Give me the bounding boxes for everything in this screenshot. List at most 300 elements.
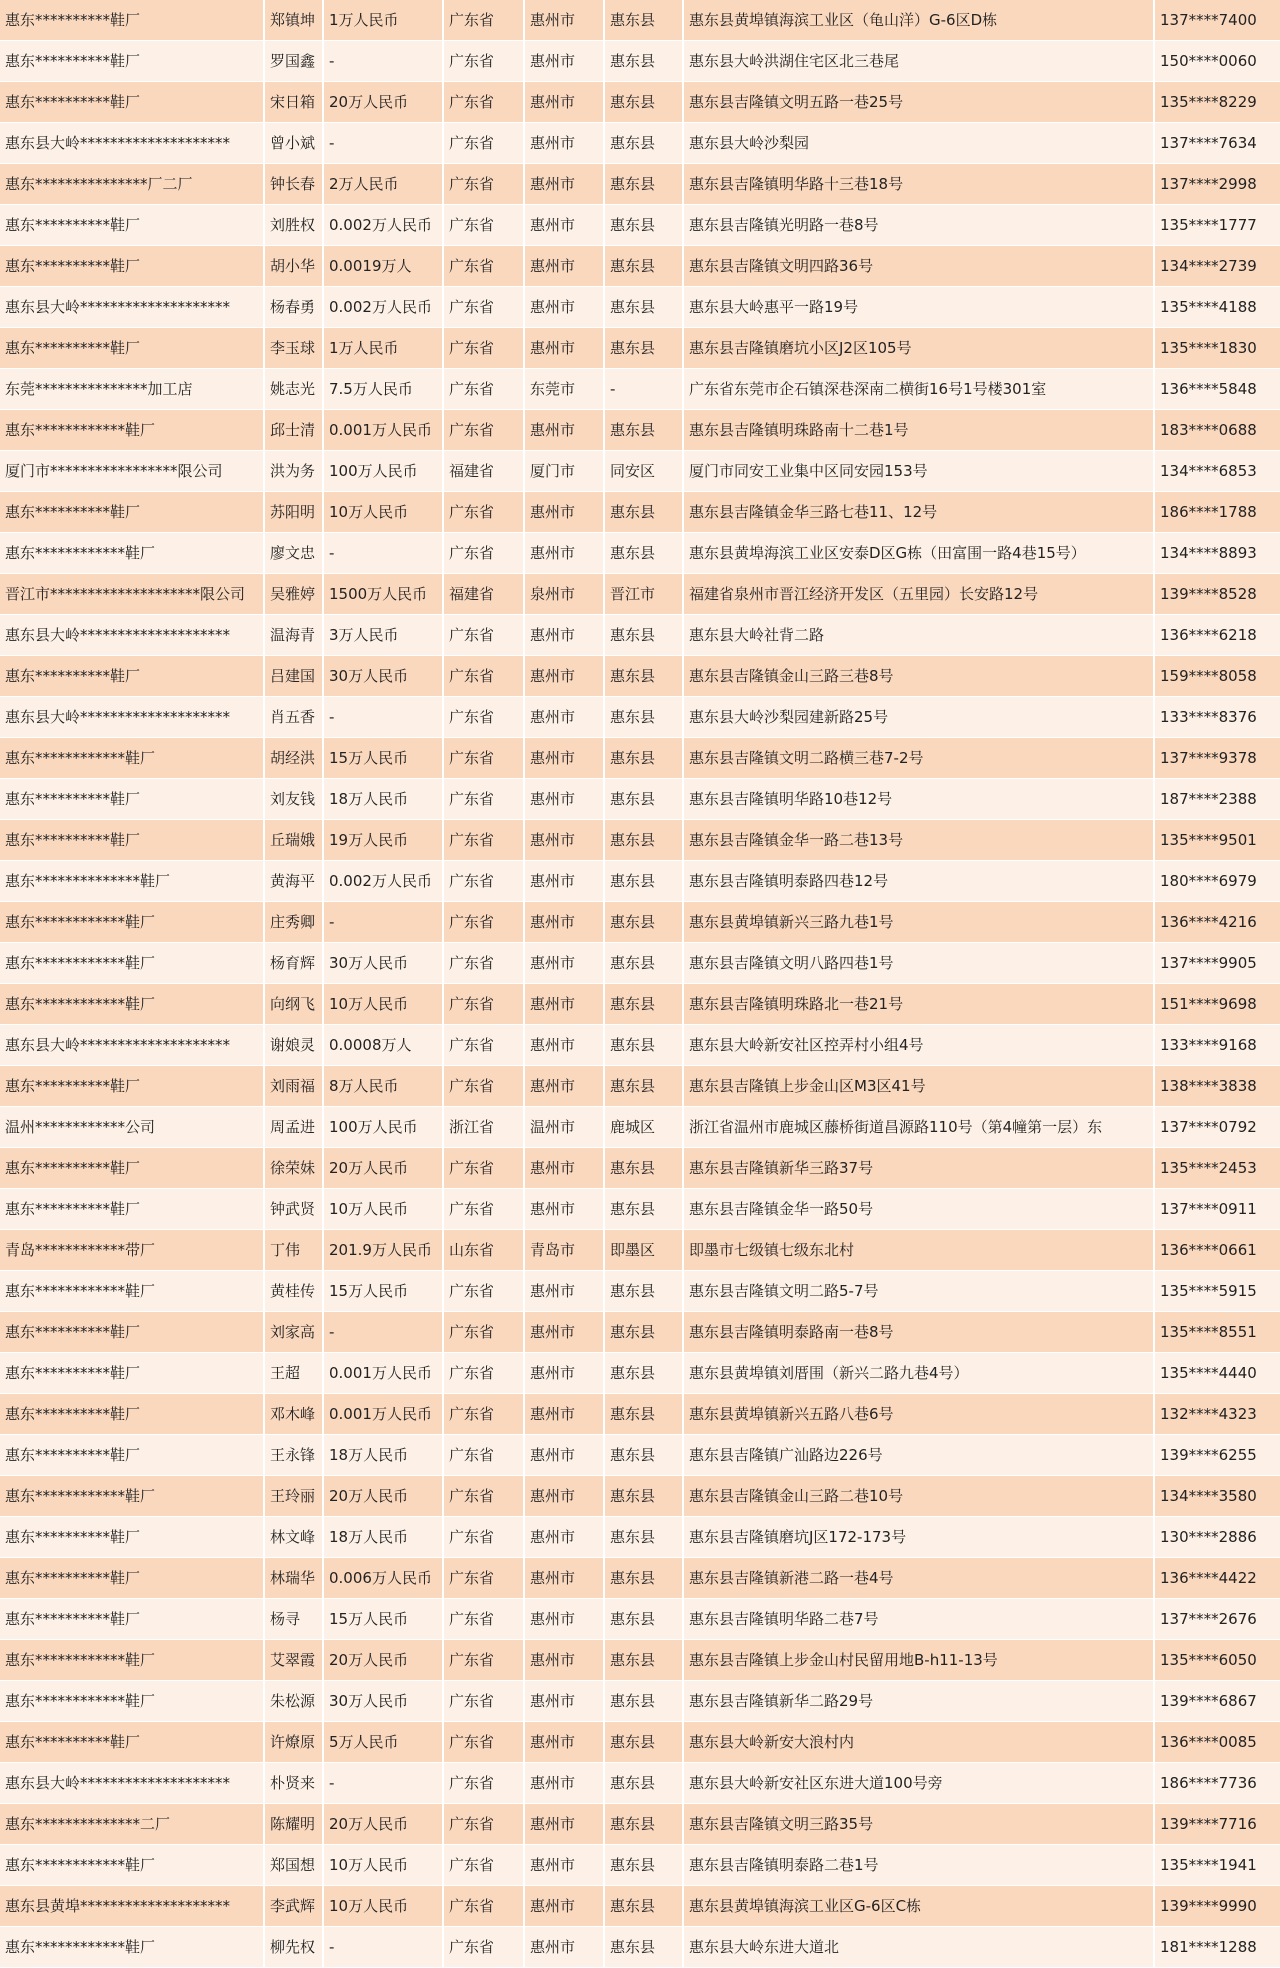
city-cell: 惠州市 — [524, 1148, 604, 1189]
registered-capital-cell: 2万人民币 — [323, 164, 443, 205]
district-cell: 惠东县 — [604, 1681, 683, 1722]
company-name-cell: 惠东************鞋厂 — [0, 1271, 264, 1312]
registered-capital-cell: - — [323, 1927, 443, 1968]
registered-capital-cell: 10万人民币 — [323, 492, 443, 533]
province-cell: 广东省 — [443, 820, 524, 861]
district-cell: 惠东县 — [604, 1927, 683, 1968]
province-cell: 广东省 — [443, 902, 524, 943]
city-cell: 惠州市 — [524, 1599, 604, 1640]
table-row — [0, 41, 1280, 82]
city-cell: 惠州市 — [524, 1681, 604, 1722]
registered-capital-cell: 0.002万人民币 — [323, 287, 443, 328]
district-cell: 惠东县 — [604, 1599, 683, 1640]
legal-rep-cell: 曾小斌 — [264, 123, 323, 164]
province-cell: 广东省 — [443, 287, 524, 328]
registered-capital-cell: 15万人民币 — [323, 1271, 443, 1312]
phone-cell: 135****1830 — [1154, 328, 1280, 369]
address-cell: 惠东县黄埠镇海滨工业区（龟山洋）G-6区D栋 — [683, 0, 1154, 41]
city-cell: 惠州市 — [524, 1025, 604, 1066]
registered-capital-cell: 10万人民币 — [323, 1845, 443, 1886]
company-name-cell: 惠东县黄埠******************** — [0, 1886, 264, 1927]
company-name-cell: 惠东************鞋厂 — [0, 1845, 264, 1886]
district-cell: 惠东县 — [604, 1025, 683, 1066]
district-cell: 惠东县 — [604, 1845, 683, 1886]
address-cell: 惠东县黄埠镇新兴五路八巷6号 — [683, 1394, 1154, 1435]
district-cell: 惠东县 — [604, 1189, 683, 1230]
registered-capital-cell: 30万人民币 — [323, 1681, 443, 1722]
table-row — [0, 492, 1280, 533]
province-cell: 广东省 — [443, 1763, 524, 1804]
company-name-cell: 惠东**************鞋厂 — [0, 861, 264, 902]
registered-capital-cell: 20万人民币 — [323, 1640, 443, 1681]
city-cell: 惠州市 — [524, 1066, 604, 1107]
table-row — [0, 451, 1280, 492]
registered-capital-cell: - — [323, 41, 443, 82]
province-cell: 广东省 — [443, 1189, 524, 1230]
table-row — [0, 1435, 1280, 1476]
address-cell: 惠东县吉隆镇文明八路四巷1号 — [683, 943, 1154, 984]
legal-rep-cell: 黄桂传 — [264, 1271, 323, 1312]
phone-cell: 137****0911 — [1154, 1189, 1280, 1230]
registered-capital-cell: 1万人民币 — [323, 328, 443, 369]
address-cell: 即墨市七级镇七级东北村 — [683, 1230, 1154, 1271]
city-cell: 惠州市 — [524, 164, 604, 205]
address-cell: 福建省泉州市晋江经济开发区（五里园）长安路12号 — [683, 574, 1154, 615]
legal-rep-cell: 向纲飞 — [264, 984, 323, 1025]
district-cell: 惠东县 — [604, 656, 683, 697]
registered-capital-cell: 201.9万人民币 — [323, 1230, 443, 1271]
table-row — [0, 410, 1280, 451]
city-cell: 惠州市 — [524, 943, 604, 984]
district-cell: 惠东县 — [604, 287, 683, 328]
address-cell: 惠东县吉隆镇新华二路29号 — [683, 1681, 1154, 1722]
city-cell: 惠州市 — [524, 779, 604, 820]
address-cell: 惠东县大岭沙梨园 — [683, 123, 1154, 164]
company-name-cell: 惠东**************二厂 — [0, 1804, 264, 1845]
legal-rep-cell: 柳先权 — [264, 1927, 323, 1968]
address-cell: 惠东县吉隆镇金山三路三巷8号 — [683, 656, 1154, 697]
province-cell: 广东省 — [443, 1722, 524, 1763]
table-row — [0, 1886, 1280, 1927]
table-row — [0, 656, 1280, 697]
registered-capital-cell: 20万人民币 — [323, 1148, 443, 1189]
province-cell: 广东省 — [443, 1845, 524, 1886]
city-cell: 惠州市 — [524, 1722, 604, 1763]
province-cell: 广东省 — [443, 533, 524, 574]
table-row — [0, 1271, 1280, 1312]
company-name-cell: 惠东**********鞋厂 — [0, 492, 264, 533]
address-cell: 惠东县大岭沙梨园建新路25号 — [683, 697, 1154, 738]
company-name-cell: 惠东**********鞋厂 — [0, 1312, 264, 1353]
registered-capital-cell: 20万人民币 — [323, 82, 443, 123]
table-row — [0, 1927, 1280, 1968]
registered-capital-cell: 0.001万人民币 — [323, 410, 443, 451]
address-cell: 惠东县大岭新安社区东进大道100号旁 — [683, 1763, 1154, 1804]
city-cell: 惠州市 — [524, 1845, 604, 1886]
table-row — [0, 615, 1280, 656]
district-cell: 惠东县 — [604, 0, 683, 41]
province-cell: 广东省 — [443, 943, 524, 984]
legal-rep-cell: 肖五香 — [264, 697, 323, 738]
table-row — [0, 328, 1280, 369]
city-cell: 泉州市 — [524, 574, 604, 615]
table-row — [0, 1640, 1280, 1681]
province-cell: 广东省 — [443, 1394, 524, 1435]
table-row — [0, 1517, 1280, 1558]
district-cell: 惠东县 — [604, 1148, 683, 1189]
company-name-cell: 惠东**********鞋厂 — [0, 41, 264, 82]
company-name-cell: 惠东**********鞋厂 — [0, 82, 264, 123]
phone-cell: 133****9168 — [1154, 1025, 1280, 1066]
legal-rep-cell: 杨寻 — [264, 1599, 323, 1640]
city-cell: 惠州市 — [524, 1517, 604, 1558]
company-name-cell: 惠东************鞋厂 — [0, 943, 264, 984]
province-cell: 广东省 — [443, 1271, 524, 1312]
province-cell: 广东省 — [443, 1640, 524, 1681]
legal-rep-cell: 李武辉 — [264, 1886, 323, 1927]
registered-capital-cell: 18万人民币 — [323, 1517, 443, 1558]
phone-cell: 137****2998 — [1154, 164, 1280, 205]
city-cell: 惠州市 — [524, 656, 604, 697]
company-name-cell: 惠东**********鞋厂 — [0, 0, 264, 41]
registered-capital-cell: 15万人民币 — [323, 738, 443, 779]
table-row — [0, 205, 1280, 246]
company-name-cell: 东莞***************加工店 — [0, 369, 264, 410]
phone-cell: 136****5848 — [1154, 369, 1280, 410]
province-cell: 广东省 — [443, 615, 524, 656]
legal-rep-cell: 姚志光 — [264, 369, 323, 410]
company-name-cell: 惠东**********鞋厂 — [0, 246, 264, 287]
legal-rep-cell: 刘家高 — [264, 1312, 323, 1353]
company-name-cell: 惠东************鞋厂 — [0, 410, 264, 451]
table-row — [0, 1804, 1280, 1845]
address-cell: 惠东县吉隆镇金华一路50号 — [683, 1189, 1154, 1230]
legal-rep-cell: 钟武贤 — [264, 1189, 323, 1230]
phone-cell: 137****2676 — [1154, 1599, 1280, 1640]
registered-capital-cell: 1500万人民币 — [323, 574, 443, 615]
company-name-cell: 惠东**********鞋厂 — [0, 328, 264, 369]
company-name-cell: 惠东**********鞋厂 — [0, 205, 264, 246]
city-cell: 惠州市 — [524, 533, 604, 574]
city-cell: 惠州市 — [524, 1353, 604, 1394]
address-cell: 惠东县吉隆镇文明二路5-7号 — [683, 1271, 1154, 1312]
phone-cell: 135****4188 — [1154, 287, 1280, 328]
company-name-cell: 惠东************鞋厂 — [0, 902, 264, 943]
table-row — [0, 820, 1280, 861]
province-cell: 广东省 — [443, 1804, 524, 1845]
phone-cell: 136****0661 — [1154, 1230, 1280, 1271]
table-row — [0, 369, 1280, 410]
district-cell: 晋江市 — [604, 574, 683, 615]
phone-cell: 136****6218 — [1154, 615, 1280, 656]
province-cell: 广东省 — [443, 656, 524, 697]
district-cell: 惠东县 — [604, 123, 683, 164]
district-cell: 惠东县 — [604, 1886, 683, 1927]
address-cell: 惠东县黄埠镇刘厝围（新兴二路九巷4号） — [683, 1353, 1154, 1394]
company-name-cell: 惠东**********鞋厂 — [0, 1148, 264, 1189]
city-cell: 惠州市 — [524, 1640, 604, 1681]
phone-cell: 136****4422 — [1154, 1558, 1280, 1599]
table-row — [0, 164, 1280, 205]
phone-cell: 133****8376 — [1154, 697, 1280, 738]
registered-capital-cell: 0.006万人民币 — [323, 1558, 443, 1599]
table-row — [0, 0, 1280, 41]
province-cell: 广东省 — [443, 246, 524, 287]
address-cell: 惠东县吉隆镇明珠路北一巷21号 — [683, 984, 1154, 1025]
registered-capital-cell: 7.5万人民币 — [323, 369, 443, 410]
company-name-cell: 青岛************带厂 — [0, 1230, 264, 1271]
phone-cell: 135****1941 — [1154, 1845, 1280, 1886]
province-cell: 广东省 — [443, 1066, 524, 1107]
province-cell: 广东省 — [443, 164, 524, 205]
registered-capital-cell: 10万人民币 — [323, 1886, 443, 1927]
address-cell: 惠东县吉隆镇明泰路四巷12号 — [683, 861, 1154, 902]
company-name-cell: 惠东************鞋厂 — [0, 1640, 264, 1681]
table-row — [0, 1107, 1280, 1148]
legal-rep-cell: 郑国想 — [264, 1845, 323, 1886]
phone-cell: 183****0688 — [1154, 410, 1280, 451]
province-cell: 广东省 — [443, 779, 524, 820]
address-cell: 惠东县吉隆镇金山三路二巷10号 — [683, 1476, 1154, 1517]
district-cell: 惠东县 — [604, 41, 683, 82]
address-cell: 惠东县大岭惠平一路19号 — [683, 287, 1154, 328]
province-cell: 广东省 — [443, 369, 524, 410]
registered-capital-cell: 0.002万人民币 — [323, 861, 443, 902]
province-cell: 广东省 — [443, 1558, 524, 1599]
phone-cell: 181****1288 — [1154, 1927, 1280, 1968]
legal-rep-cell: 丁伟 — [264, 1230, 323, 1271]
registered-capital-cell: 19万人民币 — [323, 820, 443, 861]
company-name-cell: 惠东************鞋厂 — [0, 1476, 264, 1517]
city-cell: 惠州市 — [524, 328, 604, 369]
legal-rep-cell: 胡经洪 — [264, 738, 323, 779]
phone-cell: 139****8528 — [1154, 574, 1280, 615]
company-name-cell: 惠东************鞋厂 — [0, 533, 264, 574]
district-cell: 惠东县 — [604, 1476, 683, 1517]
phone-cell: 134****8893 — [1154, 533, 1280, 574]
city-cell: 厦门市 — [524, 451, 604, 492]
table-row — [0, 82, 1280, 123]
registered-capital-cell: 0.0008万人 — [323, 1025, 443, 1066]
legal-rep-cell: 谢娘灵 — [264, 1025, 323, 1066]
address-cell: 惠东县吉隆镇文明五路一巷25号 — [683, 82, 1154, 123]
province-cell: 广东省 — [443, 1599, 524, 1640]
address-cell: 广东省东莞市企石镇深巷深南二横街16号1号楼301室 — [683, 369, 1154, 410]
legal-rep-cell: 杨育辉 — [264, 943, 323, 984]
address-cell: 惠东县大岭新安社区控弄村小组4号 — [683, 1025, 1154, 1066]
district-cell: 惠东县 — [604, 410, 683, 451]
phone-cell: 132****4323 — [1154, 1394, 1280, 1435]
table-row — [0, 984, 1280, 1025]
address-cell: 惠东县吉隆镇明泰路二巷1号 — [683, 1845, 1154, 1886]
district-cell: 惠东县 — [604, 82, 683, 123]
city-cell: 惠州市 — [524, 246, 604, 287]
table-row — [0, 533, 1280, 574]
province-cell: 广东省 — [443, 492, 524, 533]
registered-capital-cell: 100万人民币 — [323, 451, 443, 492]
table-row — [0, 1353, 1280, 1394]
district-cell: 鹿城区 — [604, 1107, 683, 1148]
address-cell: 惠东县黄埠镇海滨工业区G-6区C栋 — [683, 1886, 1154, 1927]
registered-capital-cell: 8万人民币 — [323, 1066, 443, 1107]
district-cell: 惠东县 — [604, 164, 683, 205]
legal-rep-cell: 庄秀卿 — [264, 902, 323, 943]
city-cell: 惠州市 — [524, 123, 604, 164]
company-name-cell: 惠东**********鞋厂 — [0, 1353, 264, 1394]
phone-cell: 159****8058 — [1154, 656, 1280, 697]
city-cell: 惠州市 — [524, 902, 604, 943]
city-cell: 惠州市 — [524, 697, 604, 738]
city-cell: 惠州市 — [524, 1189, 604, 1230]
city-cell: 惠州市 — [524, 41, 604, 82]
registered-capital-cell: 0.001万人民币 — [323, 1394, 443, 1435]
district-cell: 惠东县 — [604, 779, 683, 820]
registered-capital-cell: 10万人民币 — [323, 984, 443, 1025]
company-name-cell: 惠东县大岭******************** — [0, 1025, 264, 1066]
province-cell: 广东省 — [443, 1353, 524, 1394]
address-cell: 惠东县吉隆镇广汕路边226号 — [683, 1435, 1154, 1476]
table-row — [0, 1599, 1280, 1640]
registered-capital-cell: 18万人民币 — [323, 1435, 443, 1476]
phone-cell: 139****6867 — [1154, 1681, 1280, 1722]
district-cell: 惠东县 — [604, 1066, 683, 1107]
company-name-cell: 惠东**********鞋厂 — [0, 1435, 264, 1476]
registered-capital-cell: 30万人民币 — [323, 943, 443, 984]
registered-capital-cell: 15万人民币 — [323, 1599, 443, 1640]
address-cell: 惠东县吉隆镇文明二路横三巷7-2号 — [683, 738, 1154, 779]
phone-cell: 151****9698 — [1154, 984, 1280, 1025]
district-cell: 惠东县 — [604, 820, 683, 861]
phone-cell: 136****4216 — [1154, 902, 1280, 943]
legal-rep-cell: 郑镇坤 — [264, 0, 323, 41]
address-cell: 惠东县吉隆镇上步金山区M3区41号 — [683, 1066, 1154, 1107]
registered-capital-cell: 18万人民币 — [323, 779, 443, 820]
table-row — [0, 1230, 1280, 1271]
phone-cell: 135****4440 — [1154, 1353, 1280, 1394]
province-cell: 福建省 — [443, 451, 524, 492]
city-cell: 惠州市 — [524, 1886, 604, 1927]
company-name-cell: 惠东**********鞋厂 — [0, 1517, 264, 1558]
phone-cell: 137****9905 — [1154, 943, 1280, 984]
company-name-cell: 惠东************鞋厂 — [0, 738, 264, 779]
district-cell: 惠东县 — [604, 943, 683, 984]
legal-rep-cell: 宋日箱 — [264, 82, 323, 123]
district-cell: 惠东县 — [604, 1517, 683, 1558]
legal-rep-cell: 刘雨福 — [264, 1066, 323, 1107]
address-cell: 厦门市同安工业集中区同安园153号 — [683, 451, 1154, 492]
province-cell: 广东省 — [443, 41, 524, 82]
registered-capital-cell: 100万人民币 — [323, 1107, 443, 1148]
legal-rep-cell: 邱士清 — [264, 410, 323, 451]
company-name-cell: 惠东**********鞋厂 — [0, 1066, 264, 1107]
phone-cell: 139****7716 — [1154, 1804, 1280, 1845]
registered-capital-cell: 1万人民币 — [323, 0, 443, 41]
province-cell: 广东省 — [443, 410, 524, 451]
district-cell: 惠东县 — [604, 1558, 683, 1599]
address-cell: 浙江省温州市鹿城区藤桥街道昌源路110号（第4幢第一层）东 — [683, 1107, 1154, 1148]
registered-capital-cell: 20万人民币 — [323, 1476, 443, 1517]
legal-rep-cell: 艾翠霞 — [264, 1640, 323, 1681]
table-row — [0, 1312, 1280, 1353]
district-cell: 惠东县 — [604, 492, 683, 533]
province-cell: 福建省 — [443, 574, 524, 615]
legal-rep-cell: 胡小华 — [264, 246, 323, 287]
registered-capital-cell: 10万人民币 — [323, 1189, 443, 1230]
legal-rep-cell: 陈耀明 — [264, 1804, 323, 1845]
city-cell: 惠州市 — [524, 615, 604, 656]
phone-cell: 134****6853 — [1154, 451, 1280, 492]
company-name-cell: 惠东**********鞋厂 — [0, 1394, 264, 1435]
phone-cell: 186****7736 — [1154, 1763, 1280, 1804]
phone-cell: 135****2453 — [1154, 1148, 1280, 1189]
province-cell: 广东省 — [443, 1517, 524, 1558]
table-row — [0, 902, 1280, 943]
phone-cell: 134****2739 — [1154, 246, 1280, 287]
province-cell: 广东省 — [443, 1681, 524, 1722]
district-cell: 惠东县 — [604, 902, 683, 943]
province-cell: 广东省 — [443, 1025, 524, 1066]
province-cell: 广东省 — [443, 0, 524, 41]
phone-cell: 150****0060 — [1154, 41, 1280, 82]
phone-cell: 130****2886 — [1154, 1517, 1280, 1558]
table-row — [0, 1558, 1280, 1599]
legal-rep-cell: 朴贤来 — [264, 1763, 323, 1804]
legal-rep-cell: 刘友钱 — [264, 779, 323, 820]
legal-rep-cell: 温海青 — [264, 615, 323, 656]
table-row — [0, 861, 1280, 902]
company-name-cell: 惠东**********鞋厂 — [0, 779, 264, 820]
address-cell: 惠东县吉隆镇磨坑J区172-173号 — [683, 1517, 1154, 1558]
district-cell: 惠东县 — [604, 1722, 683, 1763]
legal-rep-cell: 罗国鑫 — [264, 41, 323, 82]
legal-rep-cell: 苏阳明 — [264, 492, 323, 533]
table-row — [0, 1476, 1280, 1517]
province-cell: 广东省 — [443, 1476, 524, 1517]
legal-rep-cell: 邓木峰 — [264, 1394, 323, 1435]
address-cell: 惠东县吉隆镇文明三路35号 — [683, 1804, 1154, 1845]
table-row — [0, 1394, 1280, 1435]
province-cell: 山东省 — [443, 1230, 524, 1271]
legal-rep-cell: 黄海平 — [264, 861, 323, 902]
address-cell: 惠东县吉隆镇文明四路36号 — [683, 246, 1154, 287]
district-cell: 惠东县 — [604, 533, 683, 574]
table-row — [0, 574, 1280, 615]
district-cell: 惠东县 — [604, 1353, 683, 1394]
phone-cell: 135****1777 — [1154, 205, 1280, 246]
district-cell: 惠东县 — [604, 697, 683, 738]
city-cell: 惠州市 — [524, 738, 604, 779]
phone-cell: 137****7400 — [1154, 0, 1280, 41]
district-cell: 惠东县 — [604, 1271, 683, 1312]
registered-capital-cell: - — [323, 1312, 443, 1353]
province-cell: 广东省 — [443, 1886, 524, 1927]
province-cell: 浙江省 — [443, 1107, 524, 1148]
district-cell: 惠东县 — [604, 1804, 683, 1845]
company-name-cell: 晋江市********************限公司 — [0, 574, 264, 615]
province-cell: 广东省 — [443, 328, 524, 369]
province-cell: 广东省 — [443, 1927, 524, 1968]
address-cell: 惠东县吉隆镇明珠路南十二巷1号 — [683, 410, 1154, 451]
address-cell: 惠东县吉隆镇明泰路南一巷8号 — [683, 1312, 1154, 1353]
legal-rep-cell: 王超 — [264, 1353, 323, 1394]
registered-capital-cell: 0.001万人民币 — [323, 1353, 443, 1394]
phone-cell: 138****3838 — [1154, 1066, 1280, 1107]
phone-cell: 139****9990 — [1154, 1886, 1280, 1927]
registered-capital-cell: - — [323, 697, 443, 738]
city-cell: 惠州市 — [524, 492, 604, 533]
company-name-cell: 惠东************鞋厂 — [0, 1681, 264, 1722]
city-cell: 惠州市 — [524, 820, 604, 861]
